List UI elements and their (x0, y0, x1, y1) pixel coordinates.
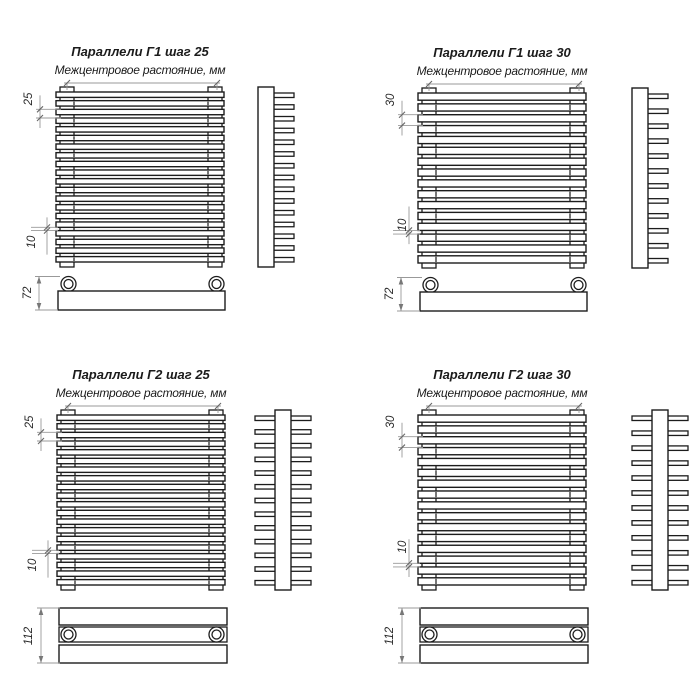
panel-title: Параллели Г1 шаг 30 (433, 45, 571, 60)
height-dimension (37, 608, 60, 663)
panel-parallels-g1-step-25 (0, 0, 350, 350)
front-view (418, 410, 586, 590)
center-distance-dimension (426, 403, 582, 413)
collector-height-dimension-label: 112 (384, 626, 396, 646)
center-distance-label: Межцентровое растояние, мм (55, 386, 227, 400)
panel-title: Параллели Г2 шаг 25 (72, 367, 210, 382)
front-view (56, 87, 224, 267)
panel-parallels-g2-step-30 (362, 323, 700, 673)
side-view (255, 410, 311, 590)
bottom-view (420, 608, 588, 663)
collector-height-dimension-label: 72 (22, 286, 34, 300)
gap-dimension-label: 10 (26, 235, 38, 249)
bottom-view (420, 278, 587, 312)
gap-dimension-label: 10 (27, 558, 39, 572)
side-view (632, 410, 688, 590)
step-dimension-label: 25 (23, 92, 35, 106)
bottom-view (58, 277, 225, 311)
center-distance-label: Межцентровое растояние, мм (416, 386, 588, 400)
step-dimension-label: 30 (385, 415, 397, 429)
center-distance-dimension (65, 403, 221, 413)
panel-title: Параллели Г1 шаг 25 (71, 44, 209, 59)
panel-title: Параллели Г2 шаг 30 (433, 367, 571, 382)
center-distance-label: Межцентровое растояние, мм (54, 63, 226, 77)
front-view (418, 88, 586, 268)
height-dimension (35, 277, 60, 311)
center-distance-dimension (426, 81, 582, 91)
gap-dimension-label: 10 (397, 540, 409, 554)
collector-height-dimension-label: 72 (384, 287, 396, 301)
height-dimension (398, 608, 421, 663)
center-distance-dimension (64, 80, 220, 90)
front-view (57, 410, 225, 590)
collector-height-dimension-label: 112 (23, 626, 35, 646)
side-view (632, 88, 668, 268)
center-distance-label: Межцентровое растояние, мм (416, 64, 588, 78)
bottom-view (59, 608, 227, 663)
panel-parallels-g2-step-25 (1, 323, 351, 673)
height-dimension (397, 278, 422, 312)
step-dimension-label: 30 (385, 93, 397, 107)
gap-dimension-label: 10 (397, 218, 409, 232)
panel-parallels-g1-step-30 (362, 1, 700, 351)
side-view (258, 87, 294, 267)
step-dimension-label: 25 (24, 415, 36, 429)
